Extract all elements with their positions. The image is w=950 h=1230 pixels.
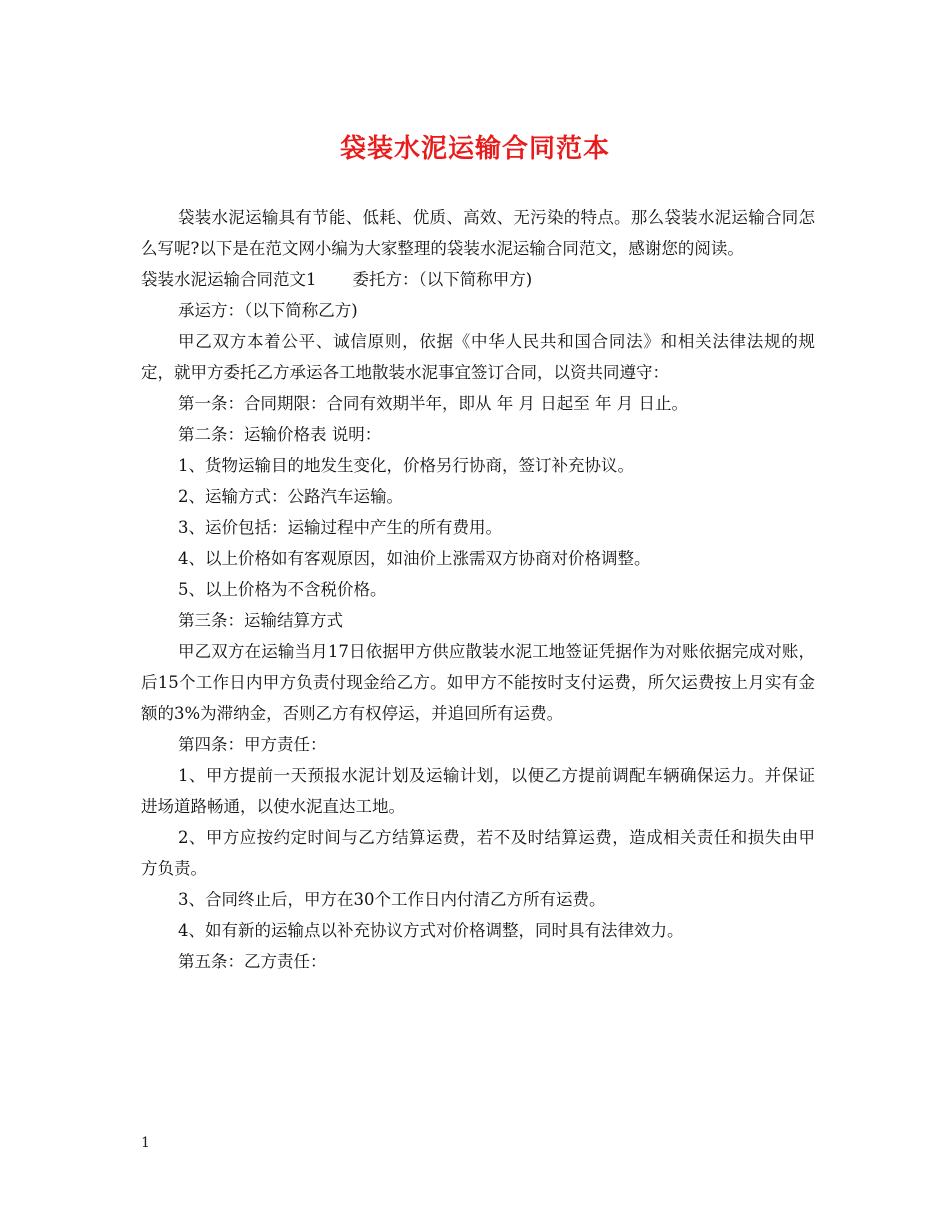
preamble-paragraph: 甲乙双方本着公平、诚信原则，依据《中华人民共和国合同法》和相关法律法规的规定，就甲方委托乙方承运各工地散装水泥事宜签订合同，以资共同遵守：: [141, 332, 815, 382]
party-a-line: 委托方：（以下简称甲方): [352, 270, 533, 289]
article-2-item: 3、运价包括：运输过程中产生的所有费用。: [178, 518, 502, 537]
party-b-line: 承运方：（以下简称乙方): [178, 301, 358, 320]
article-2-item: 4、以上价格如有客观原因，如油价上涨需双方协商对价格调整。: [178, 549, 651, 568]
article-4-item: 1、甲方提前一天预报水泥计划及运输计划，以便乙方提前调配车辆确保运力。并保证进场道路畅通，以使水泥直达工地。: [141, 766, 815, 816]
article-4-item: 3、合同终止后，甲方在30个工作日内付清乙方所有运费。: [178, 890, 606, 909]
document-title: 袋装水泥运输合同范本: [339, 134, 610, 164]
article-2-item: 5、以上价格为不含税价格。: [178, 580, 387, 599]
article-2-item: 1、货物运输目的地发生变化，价格另行协商，签订补充协议。: [178, 456, 634, 475]
article-4-item: 4、如有新的运输点以补充协议方式对价格调整，同时具有法律效力。: [178, 921, 684, 940]
article-4-heading: 第四条：甲方责任：: [178, 735, 327, 754]
document-body: [141, 202, 815, 977]
article-4-item: 2、甲方应按约定时间与乙方结算运费，若不及时结算运费，造成相关责任和损失由甲方负责。: [141, 828, 815, 878]
intro-paragraph: 袋装水泥运输具有节能、低耗、优质、高效、无污染的特点。那么袋装水泥运输合同怎么写呢?以下是在范文网小编为大家整理的袋装水泥运输合同范文，感谢您的阅读。: [141, 208, 815, 258]
article-3-paragraph: 甲乙双方在运输当月17日依据甲方供应散装水泥工地签证凭据作为对账依据完成对账，后15个工作日内甲方负责付现金给乙方。如甲方不能按时支付运费，所欠运费按上月实有金额的3%为滞纳金，否则乙方有权停运，并追回所有运费。: [141, 642, 815, 723]
article-3-heading: 第三条：运输结算方式: [178, 611, 343, 630]
article-5-heading: 第五条：乙方责任：: [178, 952, 327, 971]
article-2-heading: 第二条：运输价格表 说明：: [178, 425, 382, 444]
sample-heading-line: [141, 264, 815, 295]
article-2-item: 2、运输方式：公路汽车运输。: [178, 487, 403, 506]
page-number: 1: [141, 1135, 150, 1151]
sample-heading: 袋装水泥运输合同范文1: [141, 270, 317, 289]
article-1: 第一条：合同期限：合同有效期半年，即从 年 月 日起至 年 月 日止。: [178, 394, 688, 413]
